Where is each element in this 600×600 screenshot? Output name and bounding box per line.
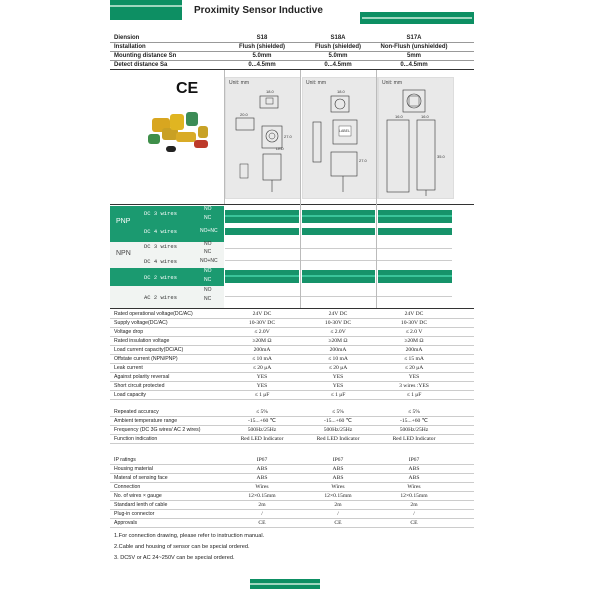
spec-row xyxy=(110,492,474,501)
spec-value: 2m xyxy=(258,502,266,508)
value: 0...4.5mm xyxy=(400,62,428,68)
spec-value: ≤ 2.0V xyxy=(254,329,270,335)
spec-row xyxy=(110,337,474,346)
spec-label: Short circuit protected xyxy=(114,383,165,389)
wiring-cell xyxy=(302,228,375,235)
spec-row xyxy=(110,474,474,483)
spec-value: YES xyxy=(332,374,344,380)
spec-value: ≤ 1 μF xyxy=(330,392,346,398)
spec-row-dimension xyxy=(110,34,474,42)
spec-value: -15...+60 ℃ xyxy=(399,418,429,424)
spec-label: Frequency (DC 3G wires/ AC 2 wires) xyxy=(114,427,201,433)
spec-row xyxy=(110,364,474,373)
pnp-label: PNP xyxy=(116,218,131,225)
row-label: Mounting distance Sn xyxy=(114,53,177,59)
spec-value: / xyxy=(337,511,339,517)
svg-text:LABEL: LABEL xyxy=(339,129,350,133)
npn-dc3-label: DC 3 wires xyxy=(144,243,178,250)
npn-nc: NC xyxy=(204,249,212,255)
wiring-cell xyxy=(225,210,299,223)
row-label: Installation xyxy=(114,44,146,50)
spec-value: ABS xyxy=(332,475,344,481)
npn-dc4-label: DC 4 wires xyxy=(144,258,178,265)
spec-value: ≤ 1 μF xyxy=(406,392,422,398)
spec-value: 200mA xyxy=(405,347,423,353)
spec-row xyxy=(110,319,474,328)
spec-value: YES xyxy=(256,374,268,380)
spec-label: Load current capacity(DC/AC) xyxy=(114,347,184,353)
spec-label: Supply voltage(DC/AC) xyxy=(114,320,168,326)
ac2-no: NO xyxy=(204,287,212,293)
header-bar xyxy=(110,0,474,20)
spec-value: CE xyxy=(334,520,342,526)
note-3: 3. DC5V or AC 24~250V can be special ordered. xyxy=(114,555,235,561)
spec-label: Materal of sensing face xyxy=(114,475,168,481)
wiring-cell xyxy=(225,270,299,283)
wiring-cell xyxy=(302,270,375,283)
spec-label: Rated insulation voltage xyxy=(114,338,170,344)
unit-label: Unit: mm xyxy=(382,80,402,86)
spec-row xyxy=(110,465,474,474)
spec-value: ≤ 20 μA xyxy=(328,365,348,371)
spec-value: -15...+60 ℃ xyxy=(323,418,353,424)
drawing-s18 xyxy=(225,77,301,199)
spec-value: ≤ 10 mA xyxy=(252,356,272,362)
col-s18a: S18A xyxy=(330,35,346,41)
spec-row xyxy=(110,373,474,382)
spec-label: Repeated accuracy xyxy=(114,409,159,415)
wiring-cell xyxy=(378,210,452,223)
note-1: 1.For connection drawing, please refer to instruction manual. xyxy=(114,533,265,539)
spec-value: 10-30V DC xyxy=(324,320,352,326)
pnp-no: NO xyxy=(204,206,212,212)
divider xyxy=(110,308,474,309)
spec-value: 2m xyxy=(334,502,342,508)
spec-value: / xyxy=(413,511,415,517)
spec-value: Wires xyxy=(407,484,421,490)
spec-value: 12×0.15mm xyxy=(400,493,428,499)
svg-text:27.0: 27.0 xyxy=(359,158,367,163)
spec-row xyxy=(110,519,474,528)
header-green-stripe xyxy=(110,5,182,7)
spec-row xyxy=(110,408,474,417)
dimension-drawing-s18 xyxy=(226,78,300,198)
spec-label: Voltage drop xyxy=(114,329,144,335)
dimension-drawing-s17a xyxy=(379,78,453,198)
spec-value: 500Hz/25Hz xyxy=(399,427,429,433)
spec-label: IP ratings xyxy=(114,457,136,463)
spec-value: ≤ 2.0V xyxy=(330,329,346,335)
spec-value: 12×0.15mm xyxy=(324,493,352,499)
svg-text:16.0: 16.0 xyxy=(421,114,429,119)
spec-row xyxy=(110,426,474,435)
spec-value: 10-30V DC xyxy=(400,320,428,326)
divider xyxy=(225,248,452,249)
spec-value: ABS xyxy=(408,475,420,481)
spec-row xyxy=(110,456,474,465)
spec-value: 3 wires :YES xyxy=(399,383,429,389)
spec-value: -15...+60 ℃ xyxy=(247,418,277,424)
spec-value: 12×0.15mm xyxy=(248,493,276,499)
spec-label: Leak current xyxy=(114,365,143,371)
datasheet-page xyxy=(110,0,474,600)
spec-value: 24V DC xyxy=(404,311,424,317)
value: 5.0mm xyxy=(252,53,272,59)
svg-text:16.0: 16.0 xyxy=(395,114,403,119)
ce-mark: CE xyxy=(176,80,199,97)
spec-label: Against polarity reversal xyxy=(114,374,170,380)
divider xyxy=(110,69,474,70)
spec-value: Red LED Indicator xyxy=(240,436,284,442)
npn-nonc: NO+NC xyxy=(200,258,218,264)
spec-value: ABS xyxy=(256,475,268,481)
spec-value: Red LED Indicator xyxy=(316,436,360,442)
spec-label: Connection xyxy=(114,484,141,490)
col-s17a: S17A xyxy=(406,35,422,41)
spec-value: CE xyxy=(258,520,266,526)
spec-label: Rated operational voltage(DC/AC) xyxy=(114,311,193,317)
spec-value: ≤ 5% xyxy=(332,409,344,415)
footer-green-bar xyxy=(250,579,320,589)
divider xyxy=(110,204,474,205)
spec-value: ≤ 2.0 V xyxy=(405,329,423,335)
value: 0...4.5mm xyxy=(248,62,276,68)
row-label: Detect distance Sa xyxy=(114,62,168,68)
spec-label: Plug-in connector xyxy=(114,511,155,517)
spec-value: 10-30V DC xyxy=(248,320,276,326)
spec-value: 500Hz/25Hz xyxy=(247,427,277,433)
spec-label: Standard lenth of cable xyxy=(114,502,168,508)
col-s18: S18 xyxy=(256,35,268,41)
spec-value: ≤ 5% xyxy=(408,409,420,415)
dc2-nc: NC xyxy=(204,277,212,283)
value: 0...4.5mm xyxy=(324,62,352,68)
svg-text:18.0: 18.0 xyxy=(337,89,345,94)
spec-value: CE xyxy=(410,520,418,526)
spec-label: Load capacity xyxy=(114,392,147,398)
spec-value: Wires xyxy=(331,484,345,490)
npn-no: NO xyxy=(204,241,212,247)
spec-value: ABS xyxy=(256,466,268,472)
col-divider xyxy=(376,204,377,308)
spec-row xyxy=(110,510,474,519)
spec-value: ≥20M Ω xyxy=(404,338,424,344)
spec-value: YES xyxy=(408,374,420,380)
spec-value: YES xyxy=(332,383,344,389)
svg-text:18.0: 18.0 xyxy=(266,89,274,94)
header-right-stripe xyxy=(362,17,472,19)
ac2-label: AC 2 wires xyxy=(144,294,178,301)
spec-value: ≤ 10 mA xyxy=(328,356,348,362)
wiring-cell xyxy=(378,228,452,235)
unit-label: Unit: mm xyxy=(306,80,326,86)
spec-value: Wires xyxy=(255,484,269,490)
drawing-s18a xyxy=(302,77,378,199)
spec-value: ≥20M Ω xyxy=(252,338,272,344)
spec-value: ABS xyxy=(408,466,420,472)
spec-row xyxy=(110,355,474,364)
page-title: Proximity Sensor Inductive xyxy=(194,5,323,16)
spec-row xyxy=(110,435,474,444)
spec-row xyxy=(110,310,474,319)
spec-label: Ambient temperature range xyxy=(114,418,178,424)
spec-value: YES xyxy=(256,383,268,389)
spec-row-detect xyxy=(110,61,474,69)
spec-row xyxy=(110,391,474,400)
value: Flush (shielded) xyxy=(238,44,285,50)
spec-row xyxy=(110,382,474,391)
svg-text:20.0: 20.0 xyxy=(240,112,248,117)
spec-value: IP67 xyxy=(256,457,268,463)
spec-value: ≤ 1 μF xyxy=(254,392,270,398)
spec-value: ≤ 20 μA xyxy=(252,365,272,371)
pnp-dc4-label: DC 4 wires xyxy=(144,228,178,235)
spec-row xyxy=(110,328,474,337)
dc2-no: NO xyxy=(204,268,212,274)
ac2-nc: NC xyxy=(204,296,212,302)
spec-value: 24V DC xyxy=(328,311,348,317)
col-divider xyxy=(376,70,377,204)
header-green-block xyxy=(110,0,182,20)
spec-row xyxy=(110,501,474,510)
spec-row xyxy=(110,483,474,492)
unit-label: Unit: mm xyxy=(229,80,249,86)
spec-row-mounting xyxy=(110,52,474,60)
dc2-label: DC 2 wires xyxy=(144,274,178,281)
spec-value: IP67 xyxy=(408,457,420,463)
col-divider xyxy=(300,70,301,204)
wiring-cell xyxy=(378,270,452,283)
note-2: 2.Cable and housing of sensor can be special ordered. xyxy=(114,544,250,550)
spec-value: ≤ 15 mA xyxy=(404,356,424,362)
value: 5mm xyxy=(406,53,421,59)
spec-value: ≥20M Ω xyxy=(328,338,348,344)
drawing-s17a xyxy=(378,77,454,199)
col-divider xyxy=(300,204,301,308)
spec-value: ≤ 20 μA xyxy=(404,365,424,371)
spec-label: Housing material xyxy=(114,466,153,472)
svg-text:27.0: 27.0 xyxy=(284,134,292,139)
spec-value: Red LED Indicator xyxy=(392,436,436,442)
divider xyxy=(225,296,452,297)
pnp-nonc: NO+NC xyxy=(200,228,218,234)
spec-value: 200mA xyxy=(329,347,347,353)
divider xyxy=(225,260,452,261)
spec-label: Approvals xyxy=(114,520,138,526)
svg-text:LED: LED xyxy=(276,146,284,151)
spec-value: 24V DC xyxy=(252,311,272,317)
value: Flush (shielded) xyxy=(314,44,361,50)
row-label: Diension xyxy=(114,35,140,41)
spec-value: IP67 xyxy=(332,457,344,463)
spec-value: 2m xyxy=(410,502,418,508)
value: Non-Flush (unshielded) xyxy=(380,44,448,50)
spec-value: 500Hz/25Hz xyxy=(323,427,353,433)
wiring-cell xyxy=(225,228,299,235)
spec-label: Function indication xyxy=(114,436,158,442)
svg-text:35.0: 35.0 xyxy=(437,154,445,159)
spec-label: Offstate current (NPN/PNP) xyxy=(114,356,178,362)
spec-row xyxy=(110,417,474,426)
npn-label: NPN xyxy=(116,250,131,257)
spec-label: No. of wires × gauge xyxy=(114,493,162,499)
spec-value: ABS xyxy=(332,466,344,472)
spec-value: 200mA xyxy=(253,347,271,353)
spec-value: / xyxy=(261,511,263,517)
pnp-nc: NC xyxy=(204,215,212,221)
wiring-cell xyxy=(302,210,375,223)
pnp-dc3-label: DC 3 wires xyxy=(144,210,178,217)
value: 5.0mm xyxy=(328,53,348,59)
spec-value: ≤ 5% xyxy=(256,409,268,415)
spec-row-installation xyxy=(110,43,474,51)
dimension-drawing-s18a xyxy=(303,78,377,198)
spec-row xyxy=(110,346,474,355)
